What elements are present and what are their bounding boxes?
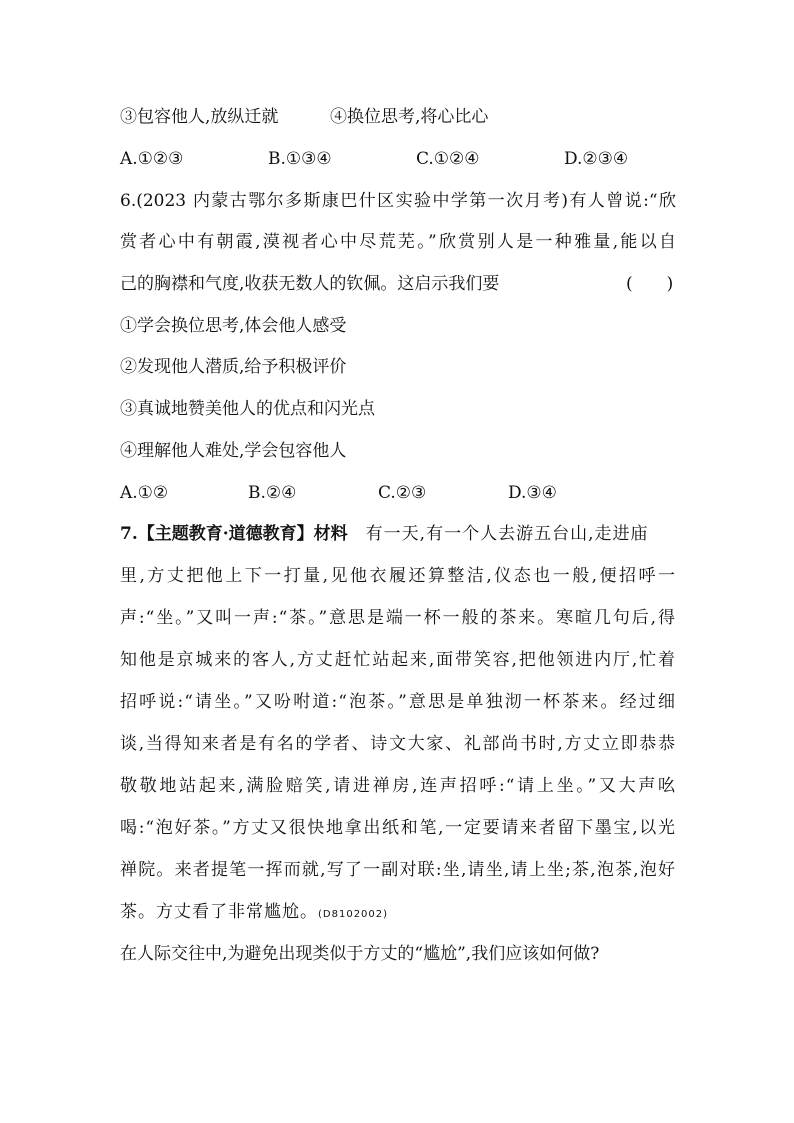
prev-option-a: A.①②③ xyxy=(120,149,184,169)
q7-material-line-6: 谈,当得知来者是有名的学者、诗文大家、礼部尚书时,方丈立即恭恭 xyxy=(120,734,676,754)
q7-header xyxy=(120,522,648,546)
q7-material-line-3: 声:“坐。”又叫一声:“茶。”意思是端一杯一般的茶来。寒暄几句后,得 xyxy=(120,608,676,628)
q6-statement-4: ④理解他人难处,学会包容他人 xyxy=(120,441,347,461)
q7-source-code: (D8102002) xyxy=(318,909,389,920)
q7-material-line-2: 里,方丈把他上下一打量,见他衣履还算整洁,仪态也一般,便招呼一 xyxy=(120,566,676,586)
q6-answer-blank: ( ) xyxy=(626,274,674,294)
q6-option-c: C.②③ xyxy=(378,483,427,503)
q7-label: 材料 xyxy=(313,524,348,544)
q7-material-line-7: 敬敬地站起来,满脸赔笑,请进禅房,连声招呼:“请上坐。”又大声吆 xyxy=(120,776,676,796)
prev-statement-4-text: ④换位思考,将心比心 xyxy=(330,107,489,127)
q6-stem-line-1: 6.(2023 内蒙古鄂尔多斯康巴什区实验中学第一次月考)有人曾说:“欣 xyxy=(120,191,676,211)
q7-material-line-8: 喝:“泡好茶。”方丈又很快地拿出纸和笔,一定要请来者留下墨宝,以光 xyxy=(120,818,676,838)
q7-material-line-5: 招呼说:“请坐。”又吩咐道:“泡茶。”意思是单独沏一杯茶来。经过细 xyxy=(120,692,676,712)
q6-option-d: D.③④ xyxy=(508,483,557,503)
prev-option-d: D.②③④ xyxy=(564,149,629,169)
q6-option-b: B.②④ xyxy=(248,483,297,503)
q7-number: 7. xyxy=(120,524,138,544)
q7-tag: 【主题教育·道德教育】 xyxy=(137,524,314,544)
prev-statement-3-text: ③包容他人,放纵迁就 xyxy=(120,107,279,127)
q6-statement-1: ①学会换位思考,体会他人感受 xyxy=(120,316,347,336)
q7-material-line-9: 禅院。来者提笔一挥而就,写了一副对联:坐,请坐,请上坐;茶,泡茶,泡好 xyxy=(120,860,676,880)
q7-material-line-10-text: 茶。方丈看了非常尴尬。 xyxy=(120,902,318,922)
prev-option-b: B.①③④ xyxy=(268,149,332,169)
q6-option-a: A.①② xyxy=(120,483,169,503)
q7-material-line-10 xyxy=(120,900,388,927)
prev-statement-4 xyxy=(330,105,488,129)
prev-option-c: C.①②④ xyxy=(416,149,480,169)
q6-stem-line-3: 己的胸襟和气度,收获无数人的钦佩。这启示我们要 xyxy=(120,274,500,294)
q6-statement-2: ②发现他人潜质,给予积极评价 xyxy=(120,357,347,377)
q7-question: 在人际交往中,为避免出现类似于方丈的“尴尬”,我们应该如何做? xyxy=(120,944,600,964)
q6-statement-3: ③真诚地赞美他人的优点和闪光点 xyxy=(120,399,375,419)
q7-material-line-1: 有一天,有一个人去游五台山,走进庙 xyxy=(365,524,649,544)
q7-material-line-4: 知他是京城来的客人,方丈赶忙站起来,面带笑容,把他领进内厅,忙着 xyxy=(120,650,676,670)
q6-stem-line-2: 赏者心中有朝霞,漠视者心中尽荒芜。”欣赏别人是一种雅量,能以自 xyxy=(120,232,676,252)
prev-statement-3 xyxy=(120,105,278,129)
